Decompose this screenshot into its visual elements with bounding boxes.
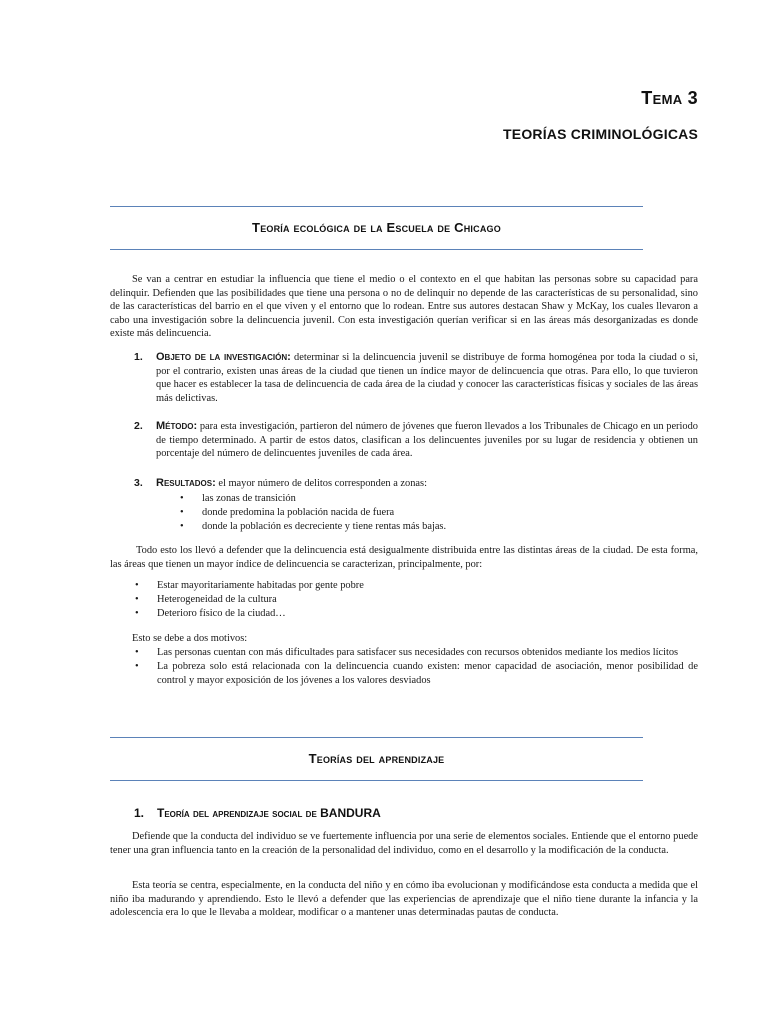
list-item: • Deterioro físico de la ciudad… bbox=[110, 607, 698, 621]
section-title-chicago: Teoría ecológica de la Escuela de Chicago bbox=[252, 220, 501, 235]
item-number: 3. bbox=[134, 477, 143, 489]
chapter-label: Tema 3 bbox=[641, 88, 698, 108]
list-item: • Las personas cuentan con más dificultades para satisfacer sus necesidades con recursos obtenidos mediante los medios lícitos bbox=[110, 646, 698, 660]
list-item: • Heterogeneidad de la cultura bbox=[110, 593, 698, 607]
section-rule-top bbox=[110, 206, 643, 207]
item-text: el mayor número de delitos corresponden a zonas: bbox=[215, 478, 427, 489]
item-lead: Resultados: bbox=[156, 477, 216, 489]
bandura-paragraph-1: Defiende que la conducta del individuo se ve fuertemente influencia por una serie de elementos sociales. Entiende que el entorno puede tener una gran influencia tanto en la creación de la personalidad del individuo, como en el desarrollo y la modificación de la conducta. bbox=[110, 831, 698, 856]
item-text: determinar si la delincuencia juvenil se distribuye de forma homogénea por toda la ciudad o si, por el contrario, existen unas áreas de la ciudad que tienen un índice mayor de delincuencia que otras. Para ello, lo que tuvieron que hacer es establecer la tasa de delincuencia de cada área de la ciudad y conocer las características físicas y sociales de las áreas más delictivas. bbox=[156, 352, 698, 404]
list-item: • donde la población es decreciente y tiene rentas más bajas. bbox=[110, 520, 698, 534]
conclusion-paragraph: Todo esto los llevó a defender que la delincuencia está desigualmente distribuida entre las distintas áreas de la ciudad. De esta forma, las áreas que tienen un mayor índice de delincuencia se caracterizan, principalmente, por: bbox=[110, 545, 698, 570]
item-number: 2. bbox=[134, 420, 143, 432]
item-text: para esta investigación, partieron del número de jóvenes que fueron llevados a los Tribunales de Chicago en un periodo de tiempo determinado. A partir de estos datos, clasifican a los delincuentes juveniles por su lugar de residencia y obtienen un porcentaje del número de delincuentes juveniles de cada área. bbox=[156, 421, 698, 459]
subsection-title: Teoría del aprendizaje social de bbox=[157, 806, 321, 820]
characteristics-list bbox=[110, 579, 698, 620]
chapter-subtitle: TEORÍAS CRIMINOLÓGICAS bbox=[503, 126, 698, 142]
subsection-number: 1. bbox=[134, 806, 145, 820]
numbered-item-metodo bbox=[110, 420, 698, 461]
numbered-item-resultados bbox=[110, 477, 698, 491]
item-number: 1. bbox=[134, 351, 143, 363]
item-lead: Objeto de la investigación: bbox=[156, 351, 291, 363]
item-lead: Método: bbox=[156, 420, 198, 432]
intro-paragraph: Se van a centrar en estudiar la influencia que tiene el medio o el contexto en el que habitan las personas sobre su capacidad para delinquir. Defienden que las posibilidades que tiene una persona o no de delinquir no depende de las características de su personalidad, sino de las características del barrio en el que viven y el entorno que lo rodean. Entre sus autores destacan Shaw y McKay, los cuales llevaron a cabo una investigación sobre la delincuencia juvenil. Con esta investigación querían verificar si en las áreas más desorganizadas es donde existe más delincuencia. bbox=[110, 274, 698, 339]
list-item: • donde predomina la población nacida de fuera bbox=[110, 506, 698, 520]
section-rule-top bbox=[110, 737, 643, 738]
list-item: • La pobreza solo está relacionada con la delincuencia cuando existen: menor capacidad de asociación, menor posibilidad de control y mayor exposición de los jóvenes a los valores desviados bbox=[110, 660, 698, 688]
motives-list bbox=[110, 646, 698, 687]
list-item: • las zonas de transición bbox=[110, 492, 698, 506]
subsection-author: BANDURA bbox=[320, 806, 381, 820]
motives-intro: Esto se debe a dos motivos: bbox=[132, 633, 248, 644]
section-rule-bottom bbox=[110, 780, 643, 781]
section-rule-bottom bbox=[110, 249, 643, 250]
subsection-heading bbox=[134, 806, 381, 820]
numbered-item-objeto bbox=[110, 351, 698, 405]
section-title-aprendizaje: Teorías del aprendizaje bbox=[308, 751, 445, 766]
bandura-paragraph-2: Esta teoría se centra, especialmente, en la conducta del niño y en cómo iba evolucionan y modificándose esta conducta a medida que el niño iba madurando y aprendiendo. Esto le llevó a defender que las experiencias de aprendizaje que el niño tiene durante la infancia y la adolescencia era lo que le llevaba a moldear, modificar o a mantener unas determinadas pautas de conducta. bbox=[110, 880, 698, 918]
list-item: • Estar mayoritariamente habitadas por gente pobre bbox=[110, 579, 698, 593]
resultados-list bbox=[110, 492, 698, 533]
